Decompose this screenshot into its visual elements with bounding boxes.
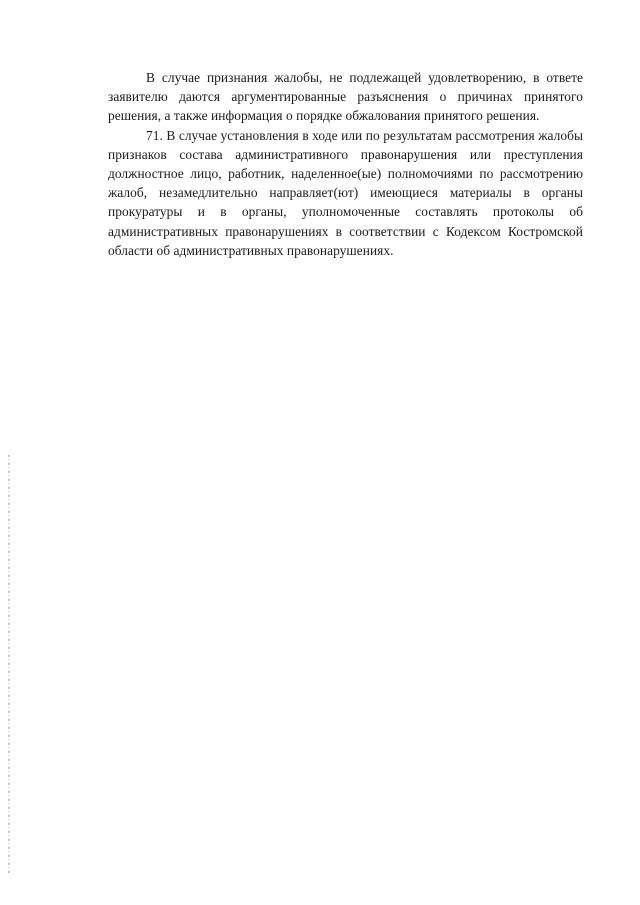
document-body: [108, 68, 583, 260]
paragraph-71-violation-referral: 71. В случае установления в ходе или по результатам рассмотрения жалобы признаков состава административного правонарушения или преступления должностное лицо, работник, наделенное(ые) полномочиями по рассмотрению жалоб, незамедлительно направляет(ют) имеющиеся материалы в органы прокуратуры и в органы, уполномоченные составлять протоколы об административных правонарушениях в соответствии с Кодексом Костромской области об административных правонарушениях.: [108, 127, 583, 258]
scan-edge-artifact: [8, 455, 10, 875]
paragraph-complaint-rejection: В случае признания жалобы, не подлежащей удовлетворению, в ответе заявителю даются аргументированные разъяснения о причинах принятого решения, а также информация о порядке обжалования принятого решения.: [108, 70, 583, 124]
